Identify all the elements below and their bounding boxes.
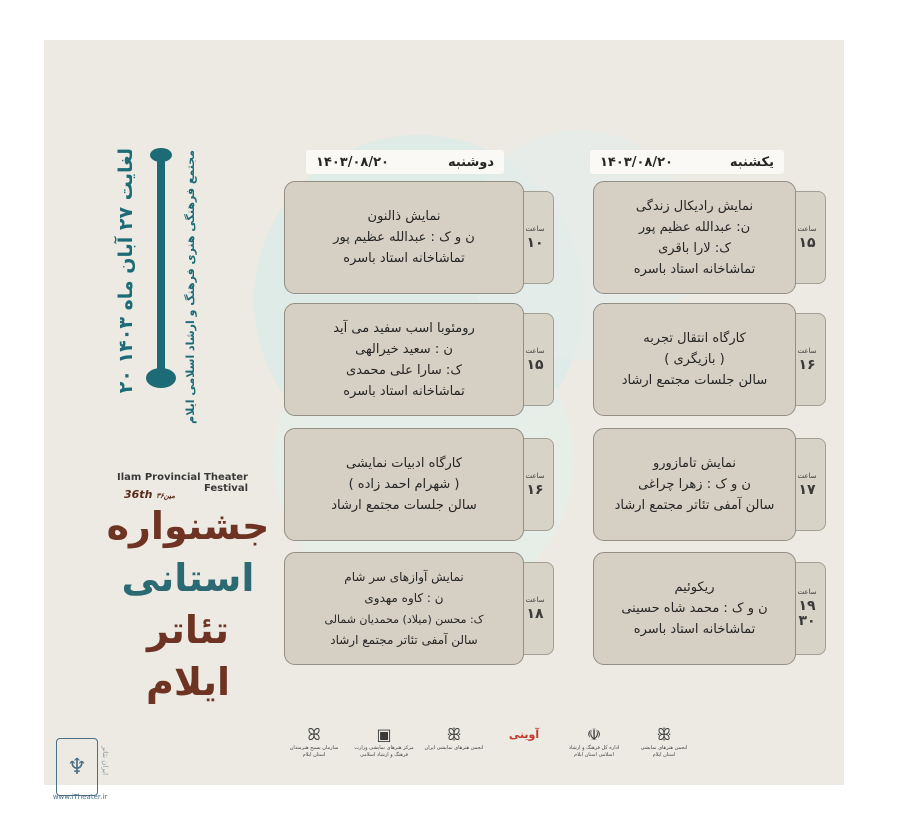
day-date: ۱۴۰۳/۰۸/۲۰ (316, 154, 389, 170)
festival-english-title: Ilam Provincial Theater Festival (117, 472, 248, 494)
time-value: ۱۹ (798, 598, 816, 614)
sponsor-name: انجمن هنرهای نمایشی ایران (424, 745, 484, 751)
time-value: ۱۶ (526, 481, 544, 498)
event-card (284, 552, 524, 665)
emblem-icon: ☫ (586, 725, 602, 744)
time-value: ۱۸ (526, 605, 544, 622)
edition-en: 36th (124, 488, 153, 501)
avini-logo: آوینی (508, 728, 540, 741)
event-title: ریکوئیم (674, 580, 715, 595)
sponsor-logo (354, 725, 414, 759)
schedule-slot (593, 303, 826, 416)
event-title: نمایش رادیکال زندگی (635, 198, 754, 214)
event-line: سالن آمفی تئاتر مجتمع ارشاد (330, 632, 478, 647)
watermark-glyph: ♆ (67, 754, 87, 780)
event-card (284, 303, 524, 416)
pillar-ornament (157, 152, 165, 378)
event-title: نمایش ذالنون (367, 209, 441, 224)
time-label: ساعت (525, 224, 545, 233)
day-date: ۱۴۰۳/۰۸/۲۰ (600, 154, 673, 170)
event-card (284, 181, 524, 294)
theater-association-icon: ꕥ (656, 725, 672, 744)
time-value: ۱۰ (526, 234, 544, 251)
schedule-slot (593, 181, 826, 294)
event-line: ن : کاوه مهدوی (364, 590, 444, 605)
time-value: ۱۵ (798, 234, 816, 251)
event-title: نمایش آوازهای سر شام (344, 569, 464, 584)
schedule-slot (284, 303, 554, 416)
schedule-slot (284, 552, 554, 665)
logo-line: ایلام (146, 660, 230, 704)
event-line: ن: عبدالله عظیم پور (638, 219, 751, 235)
event-line: سالن جلسات مجتمع ارشاد (621, 373, 768, 388)
sponsor-name: انجمن هنرهای نمایشی استان ایلام (640, 745, 688, 758)
event-line: ن و ک : عبدالله عظیم پور (333, 230, 475, 245)
event-line: تماشاخانه استاد باسره (633, 622, 756, 637)
event-line: ک: سارا علی محمدی (346, 362, 462, 378)
sponsor-name: اداره کل فرهنگ و ارشاد اسلامی استان ایلام (568, 745, 620, 758)
festival-venue: مجتمع فرهنگی هنری فرهنگ و ارشاد اسلامی ایلام (184, 150, 197, 424)
time-label: ساعت (797, 346, 817, 355)
event-line: سالن آمفی تئاتر مجتمع ارشاد (614, 498, 775, 513)
sponsor-logo (284, 725, 344, 759)
poster (44, 40, 844, 785)
event-line: تماشاخانه استاد باسره (343, 251, 465, 266)
sponsor-logo (634, 725, 694, 759)
festival-logo (88, 500, 288, 708)
sponsor-name: مرکز هنرهای نمایشی وزارت فرهنگ و ارشاد اسلامی (354, 745, 414, 758)
watermark-side-text: ایران تئاتر (101, 746, 109, 776)
sponsor-logo (424, 725, 484, 752)
time-label: ساعت (525, 471, 545, 480)
schedule-slot (284, 181, 554, 294)
event-line: ن و ک : محمد شاه حسینی (621, 601, 768, 616)
itheater-logo-icon (56, 738, 98, 796)
sponsor-name: سازمان بسیج هنرمندان استان ایلام (289, 745, 339, 758)
event-line: تماشاخانه استاد باسره (633, 261, 756, 277)
event-line: سالن جلسات مجتمع ارشاد (331, 498, 477, 513)
day-header-monday (306, 150, 504, 174)
basij-artists-icon: ꕤ (307, 725, 321, 744)
time-value: ۱۷ (798, 481, 816, 498)
event-line: ک: لارا باقری (658, 240, 731, 256)
schedule-slot (593, 552, 826, 665)
edition-fa: ۳۶مین (156, 492, 175, 500)
event-line: ( بازیگری ) (664, 352, 725, 367)
event-card (593, 181, 796, 294)
event-title: کارگاه ادبیات نمایشی (346, 456, 462, 471)
event-title: کارگاه انتقال تجربه (643, 331, 746, 346)
time-label: ساعت (797, 471, 817, 480)
event-line: ن و ک : زهرا چراغی (638, 477, 751, 492)
event-line: ک: محسن (میلاد) محمدیان شمالی (324, 612, 484, 626)
sponsor-logo (564, 725, 624, 759)
dramatic-arts-center-icon: ▣ (376, 725, 392, 744)
schedule-slot (284, 428, 554, 541)
watermark-url: www.iTheater.ir (52, 793, 108, 801)
event-title: رومئوبا اسب سفید می آید (333, 320, 475, 336)
event-line: تماشاخانه استاد باسره (343, 383, 465, 399)
festival-dates: ۲۰ لغایت ۲۷ آبان ماه ۱۴۰۳ (115, 148, 137, 394)
event-card (284, 428, 524, 541)
schedule-slot (593, 428, 826, 541)
time-label: ساعت (797, 588, 817, 596)
event-card (593, 428, 796, 541)
time-minutes: ۳۰ (798, 613, 816, 629)
day-name: یکشنبه (729, 154, 774, 170)
time-label: ساعت (797, 224, 817, 233)
time-value: ۱۵ (526, 356, 544, 373)
event-title: نمایش تامازورو (652, 456, 737, 471)
time-value: ۱۶ (798, 356, 816, 373)
day-header-sunday (590, 150, 784, 174)
day-name: دوشنبه (447, 154, 494, 170)
pillar-ornament (146, 368, 176, 388)
event-line: ( شهرام احمد زاده ) (348, 477, 460, 492)
event-card (593, 552, 796, 665)
sponsor-logo (494, 725, 554, 745)
event-line: ن : سعید خیرالهی (355, 341, 453, 357)
watermark (40, 738, 120, 808)
event-card (593, 303, 796, 416)
logo-line: تئاتر (147, 608, 229, 652)
sponsor-logos (284, 725, 694, 769)
theater-association-icon: ꕥ (446, 725, 462, 744)
logo-line: استانی (121, 556, 255, 600)
logo-line: جشنواره (106, 504, 270, 548)
time-label: ساعت (525, 346, 545, 355)
time-label: ساعت (525, 595, 545, 604)
